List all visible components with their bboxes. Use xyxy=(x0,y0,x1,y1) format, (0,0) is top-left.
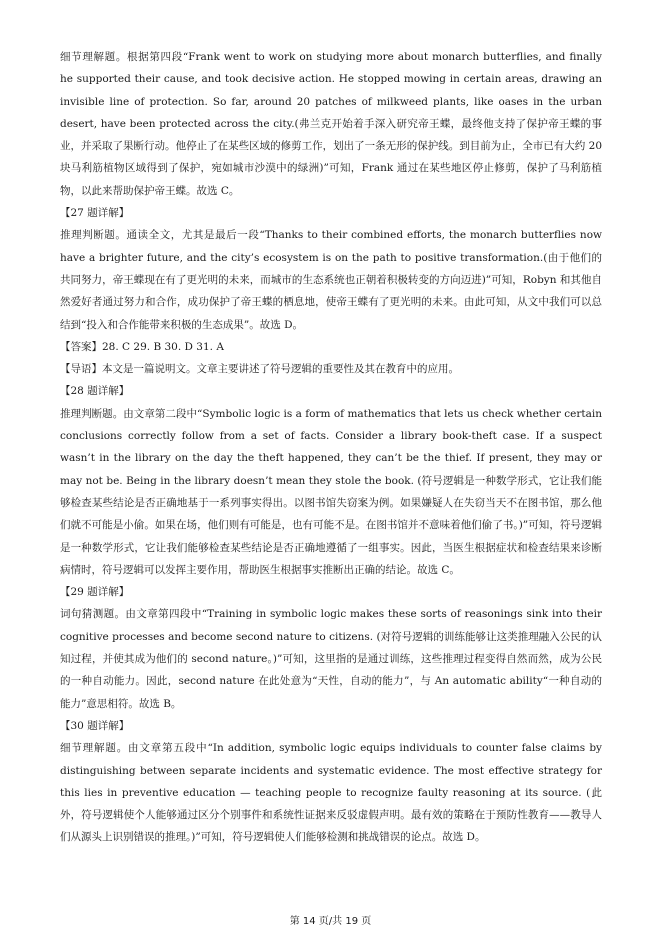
paragraph-29-explanation: 词句猜测题。由文章第四段中“Training in symbolic logic makes these sorts of reasonings sink into their cognitive processes and become second nature to citizens. (对符号逻辑的训练能够让这类推理融入公民的认知过程，并使其成为他们的 second nature。)”可知，这里指的是通过训练，这些推理过程变得自然而然，成为公民的一种自动能力。因此，second nature 在此处意为“天性，自动的能力”，与 An automatic ability“一种自动的能力”意思相符。故选 B。 xyxy=(60,608,602,710)
answer-line: 【答案】28. C 29. B 30. D 31. A xyxy=(60,340,224,353)
heading-30: 【30 题详解】 xyxy=(60,719,130,732)
document-body xyxy=(60,46,602,849)
paragraph-26-explanation: 细节理解题。根据第四段“Frank went to work on studying more about monarch butterflies, and finally he supported their cause, and took decisive action. He stopped mowing in certain areas, drawing an invisible line of protection. So far, around 20 patches of milkweed plants, like oases in the urban desert, have been protected across the city.(弗兰克开始着手深入研究帝王蝶，最终他支持了保护帝王蝶的事业，并采取了果断行动。他停止了在某些区域的修剪工作，划出了一条无形的保护线。到目前为止，全市已有大约 20 块马利筋植物区域得到了保护，宛如城市沙漠中的绿洲)”可知，Frank 通过在某些地区停止修剪，保护了马利筋植物，以此来帮助保护帝王蝶。故选 C。 xyxy=(60,51,602,197)
heading-28: 【28 题详解】 xyxy=(60,385,130,398)
paragraph-30-explanation: 细节理解题。由文章第五段中“In addition, symbolic logic equips individuals to counter false claims by distinguishing between separate incidents and systematic evidence. The most effective strategy for this lies in preventive education — teaching people to recognize faulty reasoning at its source. (此外，符号逻辑使个人能够通过区分个别事件和系统性证据来反驳虚假声明。最有效的策略在于预防性教育——教导人们从源头上识别错误的推理。)”可知，符号逻辑使人们能够检测和挑战错误的论点。故选 D。 xyxy=(60,742,602,844)
page-number: 第 14 页/共 19 页 xyxy=(289,916,372,927)
guide-line: 【导语】本文是一篇说明文。文章主要讲述了符号逻辑的重要性及其在教育中的应用。 xyxy=(60,363,459,376)
paragraph-28-explanation: 推理判断题。由文章第二段中“Symbolic logic is a form of mathematics that lets us check whether certain conclusions correctly follow from a set of facts. Consider a library book-theft case. If a suspect wasn’t in the library on the day the theft happened, they can’t be the thief. If present, they may or may not be. Being in the library doesn’t mean they stole the book. (符号逻辑是一种数学形式，它让我们能够检查某些结论是否正确地基于一系列事实得出。以图书馆失窃案为例。如果嫌疑人在失窃当天不在图书馆，那么他们就不可能是小偷。如果在场，他们则有可能是，也有可能不是。在图书馆并不意味着他们偷了书。)”可知，符号逻辑是一种数学形式，它让我们能够检查某些结论是否正确地遵循了一组事实。因此，当医生根据症状和检查结果来诊断病情时，符号逻辑可以发挥主要作用，帮助医生根据事实推断出正确的结论。故选 C。 xyxy=(60,407,602,576)
heading-27: 【27 题详解】 xyxy=(60,207,130,220)
paragraph-27-explanation: 推理判断题。通读全文，尤其是最后一段“Thanks to their combined efforts, the monarch butterflies now have a brighter future, and the city’s ecosystem is on the path to positive transformation.(由于他们的共同努力，帝王蝶现在有了更光明的未来，而城市的生态系统也正朝着积极转变的方向迈进)”可知，Robyn 和其他自然爱好者通过努力和合作，成功保护了帝王蝶的栖息地，使帝王蝶有了更光明的未来。由此可知，从文中我们可以总结到“投入和合作能带来积极的生态成果”。故选 D。 xyxy=(60,229,602,331)
heading-29: 【29 题详解】 xyxy=(60,586,130,599)
